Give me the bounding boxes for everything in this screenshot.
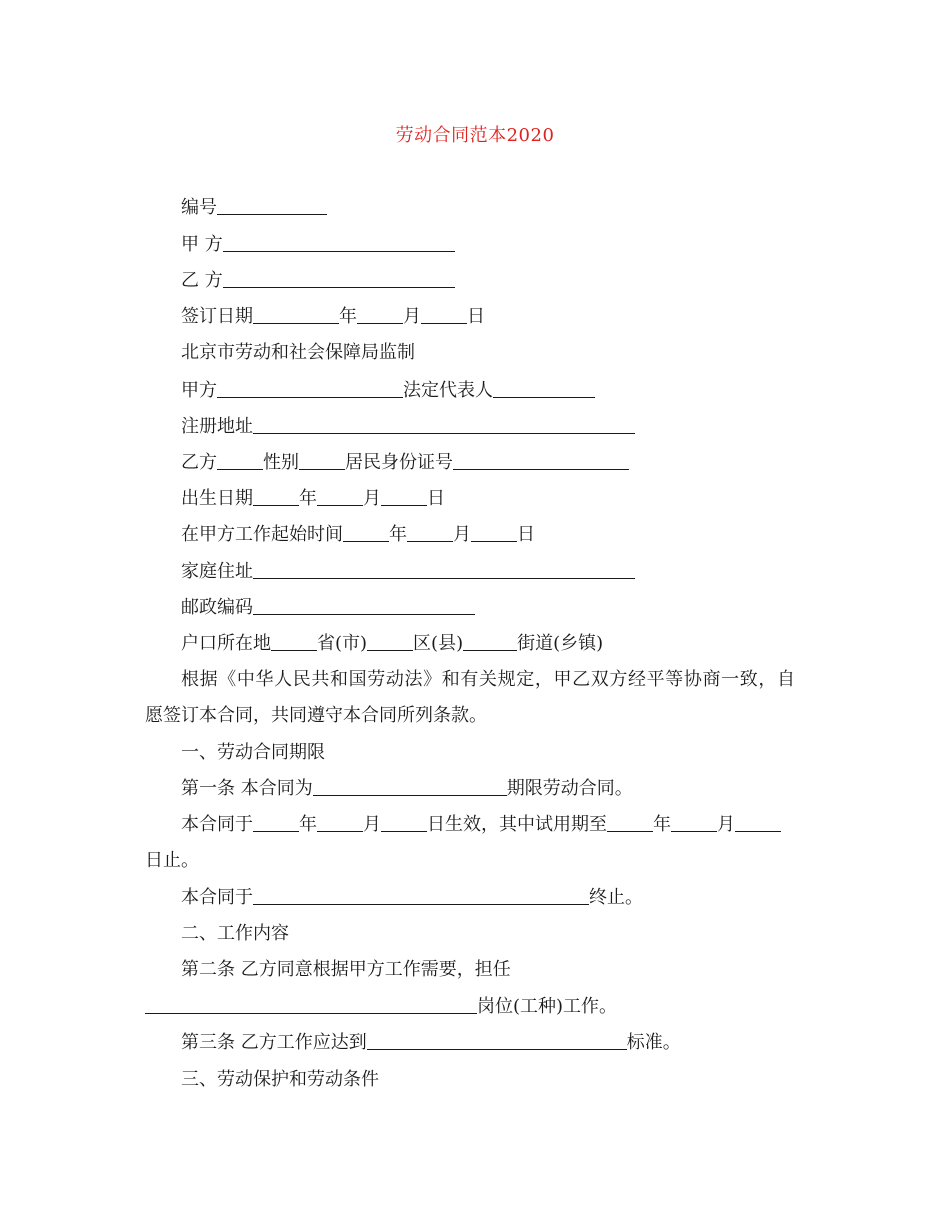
birth-day-blank[interactable]: [381, 487, 427, 506]
effective-day-blank[interactable]: [381, 813, 427, 832]
standard-blank[interactable]: [367, 1031, 627, 1050]
effective-date-line: [181, 813, 781, 837]
household-line: [181, 632, 603, 656]
day-label: 日: [467, 306, 485, 327]
home-address-line: [181, 560, 635, 584]
article-2-line: 第二条 乙方同意根据甲方工作需要，担任: [181, 959, 511, 980]
position-line: [145, 995, 617, 1019]
birth-year-blank[interactable]: [253, 487, 299, 506]
position-label: 岗位(工种)工作。: [477, 996, 618, 1017]
termination-line: [181, 886, 643, 910]
registered-address-label: 注册地址: [181, 416, 253, 437]
start-day-label: 日: [517, 524, 535, 545]
party-a-name-blank[interactable]: [217, 379, 403, 398]
contract-number-line: [181, 196, 327, 220]
id-number-label: 居民身份证号: [345, 452, 453, 473]
birth-month-label: 月: [363, 488, 381, 509]
party-a-blank[interactable]: [223, 233, 455, 252]
contract-number-label: 编号: [181, 197, 217, 218]
party-b-line: [181, 269, 455, 293]
article-1-line: [181, 777, 633, 801]
section-1-heading: 一、劳动合同期限: [181, 742, 325, 763]
probation-end-line: 日止。: [145, 850, 199, 871]
district-label: 区(县): [413, 633, 464, 654]
party-b-name-blank[interactable]: [217, 451, 263, 470]
effective-year-blank[interactable]: [253, 813, 299, 832]
document-title: 劳动合同范本2020: [395, 125, 555, 146]
legal-rep-label: 法定代表人: [403, 380, 493, 401]
start-year-blank[interactable]: [343, 523, 389, 542]
sign-date-line: [181, 305, 485, 329]
gender-blank[interactable]: [299, 451, 345, 470]
sign-year-blank[interactable]: [253, 305, 339, 324]
street-label: 街道(乡镇): [517, 633, 604, 654]
supervisor-line: 北京市劳动和社会保障局监制: [181, 342, 415, 363]
party-b-detail-line: [181, 451, 629, 475]
work-start-label: 在甲方工作起始时间: [181, 524, 343, 545]
postal-code-blank[interactable]: [253, 596, 475, 615]
contract-number-blank[interactable]: [217, 196, 327, 215]
home-address-label: 家庭住址: [181, 561, 253, 582]
year-label: 年: [339, 306, 357, 327]
contract-term-blank[interactable]: [313, 777, 507, 796]
probation-year-blank[interactable]: [607, 813, 653, 832]
party-a-detail-label: 甲方: [181, 380, 217, 401]
district-blank[interactable]: [367, 632, 413, 651]
work-start-line: [181, 523, 535, 547]
article-3-line: [181, 1031, 681, 1055]
province-blank[interactable]: [271, 632, 317, 651]
street-blank[interactable]: [463, 632, 517, 651]
party-a-detail-line: [181, 379, 595, 403]
position-blank[interactable]: [145, 995, 477, 1014]
birth-date-line: [181, 487, 445, 511]
legal-rep-blank[interactable]: [493, 379, 595, 398]
postal-code-label: 邮政编码: [181, 597, 253, 618]
postal-code-line: [181, 596, 475, 620]
party-b-blank[interactable]: [223, 269, 455, 288]
start-day-blank[interactable]: [471, 523, 517, 542]
home-address-blank[interactable]: [253, 560, 635, 579]
termination-suffix: 终止。: [589, 887, 643, 908]
probation-day-blank[interactable]: [735, 813, 781, 832]
termination-label: 本合同于: [181, 887, 253, 908]
article-1-suffix: 期限劳动合同。: [506, 778, 633, 799]
effective-year-label: 年: [299, 814, 317, 835]
party-a-line: [181, 233, 455, 257]
birth-year-label: 年: [299, 488, 317, 509]
party-a-label: 甲 方: [181, 234, 223, 255]
household-label: 户口所在地: [181, 633, 271, 654]
preamble-line-1: 根据《中华人民共和国劳动法》和有关规定，甲乙双方经平等协商一致，自: [181, 669, 795, 690]
start-year-label: 年: [389, 524, 407, 545]
registered-address-blank[interactable]: [253, 415, 635, 434]
birth-date-label: 出生日期: [181, 488, 253, 509]
probation-year-label: 年: [653, 814, 671, 835]
article-3-label: 第三条 乙方工作应达到: [181, 1032, 367, 1053]
party-b-detail-label: 乙方: [181, 452, 217, 473]
effective-month-blank[interactable]: [317, 813, 363, 832]
province-label: 省(市): [317, 633, 368, 654]
article-3-suffix: 标准。: [626, 1032, 681, 1053]
probation-month-label: 月: [717, 814, 735, 835]
effective-label: 本合同于: [181, 814, 253, 835]
sign-month-blank[interactable]: [357, 305, 403, 324]
preamble-line-2: 愿签订本合同，共同遵守本合同所列条款。: [145, 705, 487, 726]
birth-day-label: 日: [427, 488, 445, 509]
section-2-heading: 二、工作内容: [181, 923, 289, 944]
section-3-heading: 三、劳动保护和劳动条件: [181, 1069, 379, 1090]
probation-label: 日生效，其中试用期至: [427, 814, 607, 835]
article-1-label: 第一条 本合同为: [181, 778, 313, 799]
id-number-blank[interactable]: [453, 451, 629, 470]
party-b-label: 乙 方: [181, 270, 223, 291]
registered-address-line: [181, 415, 635, 439]
effective-month-label: 月: [363, 814, 381, 835]
start-month-blank[interactable]: [407, 523, 453, 542]
sign-day-blank[interactable]: [421, 305, 467, 324]
gender-label: 性别: [263, 452, 299, 473]
month-label: 月: [403, 306, 421, 327]
start-month-label: 月: [453, 524, 471, 545]
termination-blank[interactable]: [253, 886, 589, 905]
birth-month-blank[interactable]: [317, 487, 363, 506]
probation-month-blank[interactable]: [671, 813, 717, 832]
sign-date-label: 签订日期: [181, 306, 253, 327]
